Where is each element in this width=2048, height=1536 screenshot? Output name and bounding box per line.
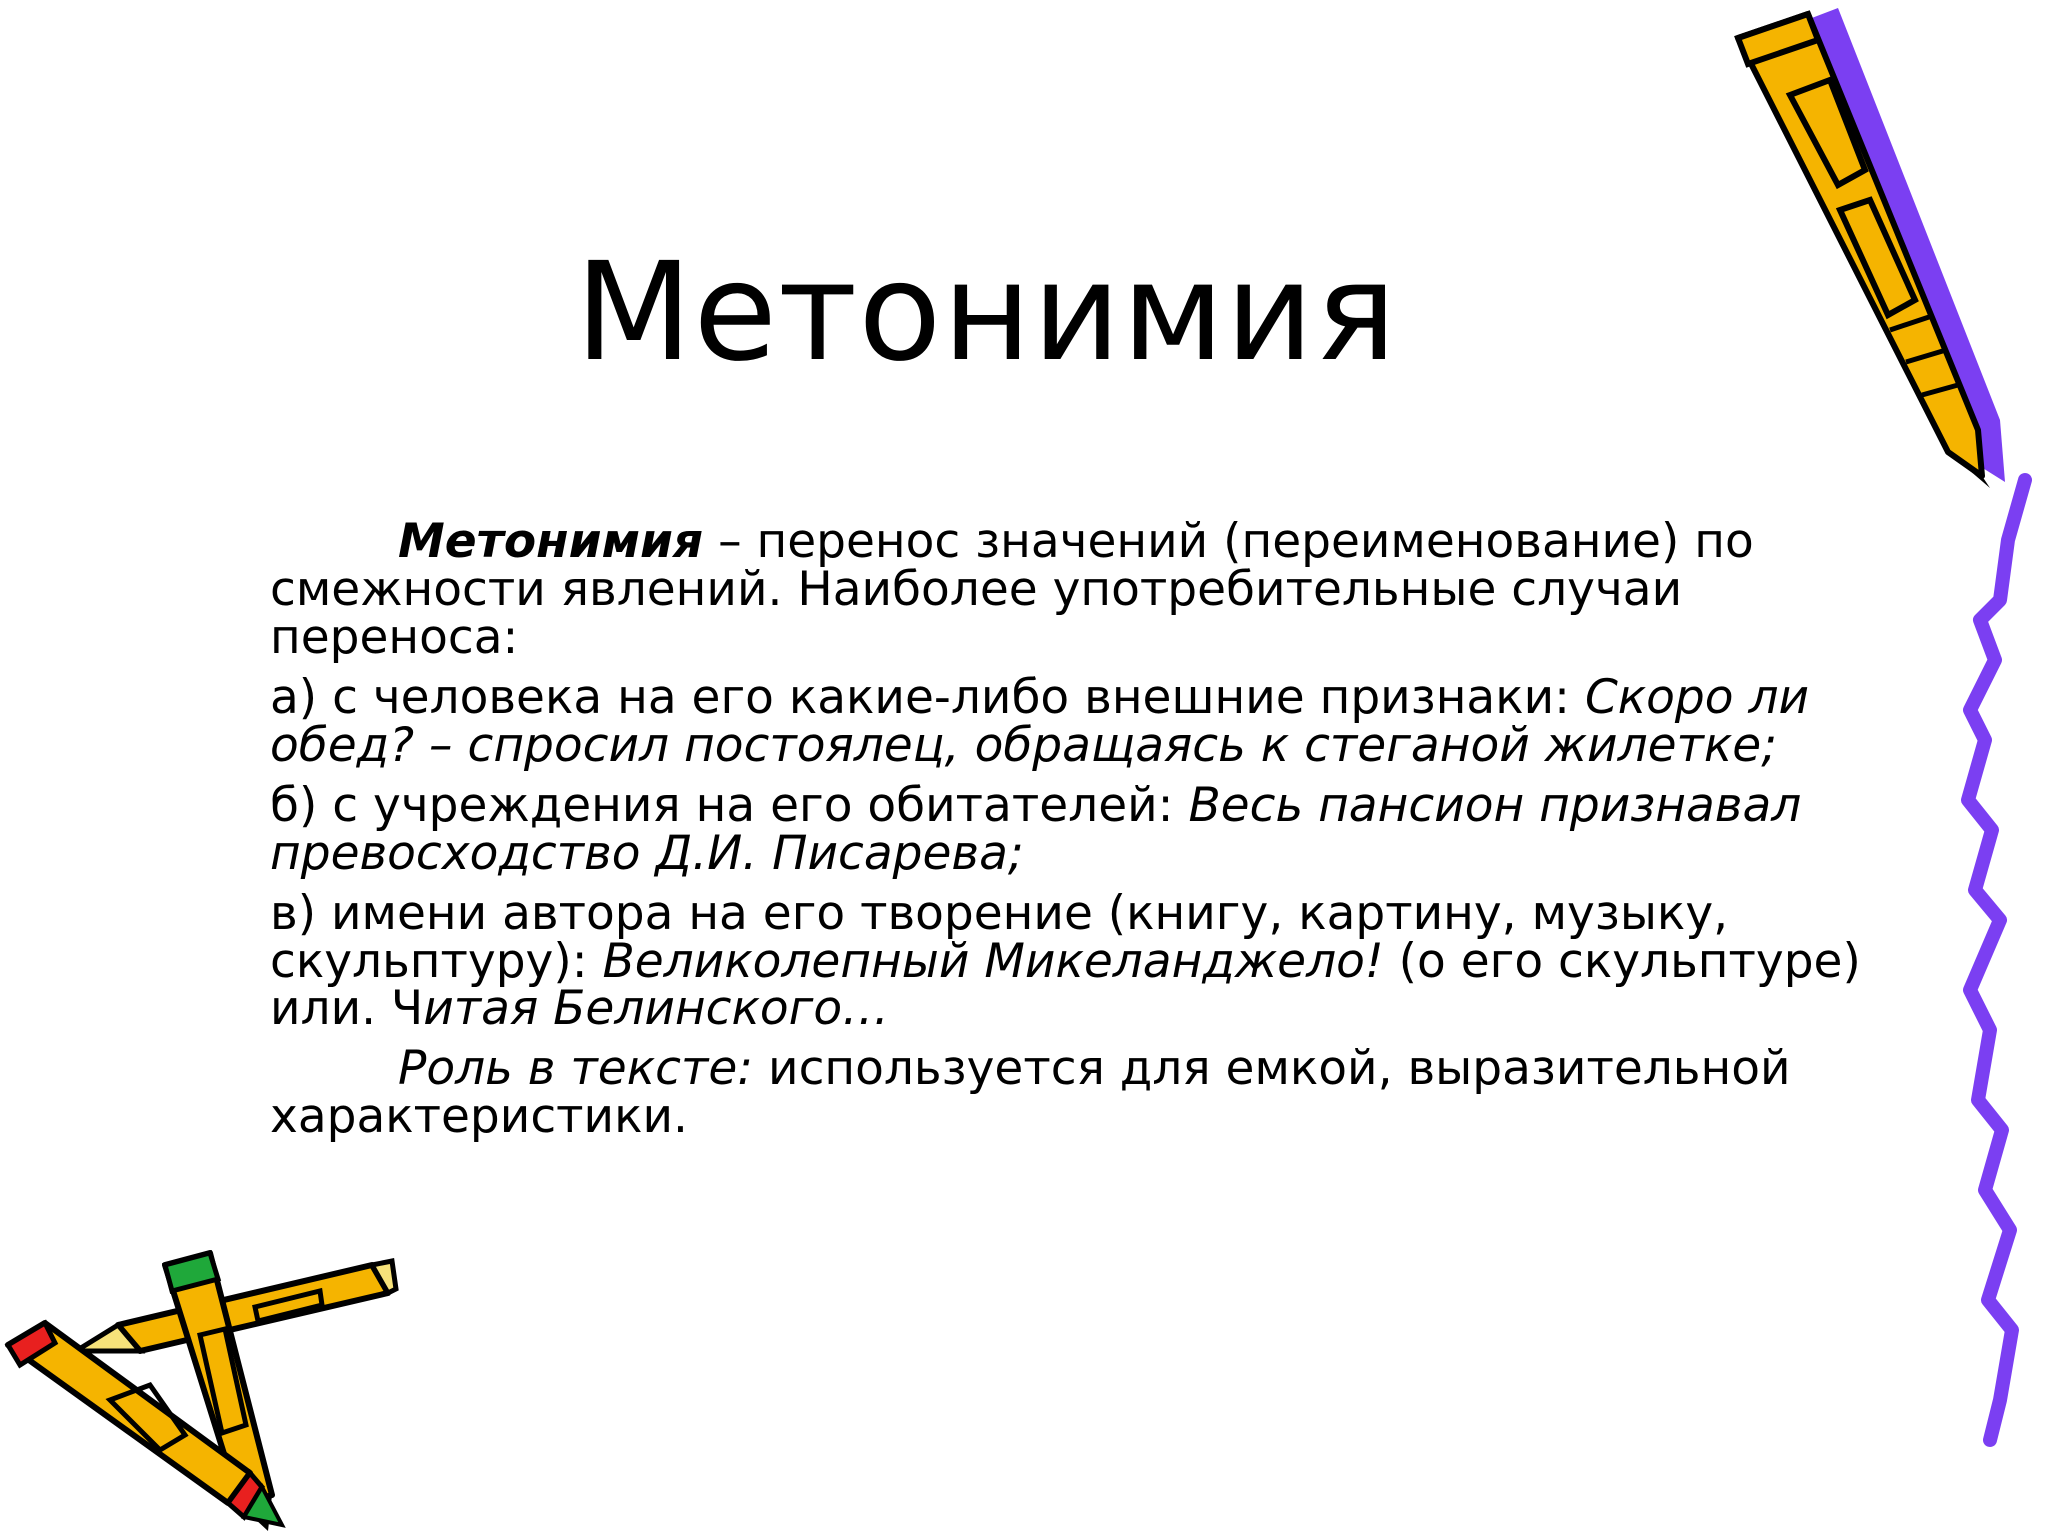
- case-b-paragraph: [270, 777, 1890, 881]
- pencil-top-right-icon: [1720, 0, 2040, 490]
- case-a-lead: а) с человека на его какие-либо внешние признаки:: [270, 669, 1585, 725]
- case-a-example: Скоро ли обед? – спросил постоялец, обращаясь к стеганой жилетке;: [270, 669, 1810, 773]
- role-label: Роль в тексте:: [398, 1041, 754, 1097]
- role-paragraph: [270, 1041, 1890, 1145]
- case-c-middle: (о его скульптуре) или. Ч: [270, 933, 1861, 1037]
- case-a-paragraph: [270, 669, 1890, 773]
- case-b-example: Весь пансион признавал превосходство Д.И. Писарева;: [270, 777, 1802, 881]
- definition-paragraph: [270, 514, 1890, 665]
- case-c-lead: в) имени автора на его творение (книгу, картину, музыку, скульптуру):: [270, 885, 1729, 989]
- case-b-lead: б) с учреждения на его обитателей:: [270, 777, 1189, 833]
- slide-title: Метонимия: [575, 234, 1398, 392]
- definition-term: Метонимия: [398, 514, 704, 569]
- role-text: используется для емкой, выразительной характеристики.: [270, 1041, 1791, 1145]
- pencils-bottom-left-icon: [0, 1235, 420, 1535]
- case-c-example-1: Великолепный Микеланджело!: [602, 933, 1384, 989]
- squiggle-line-icon: [1930, 470, 2048, 1450]
- definition-text: – перенос значений (переименование) по смежности явлений. Наиболее употребительные случаи переноса:: [270, 514, 1754, 665]
- case-c-paragraph: [270, 885, 1890, 1037]
- case-c-example-2: итая Белинского…: [423, 981, 890, 1037]
- slide-body: [270, 514, 1890, 1153]
